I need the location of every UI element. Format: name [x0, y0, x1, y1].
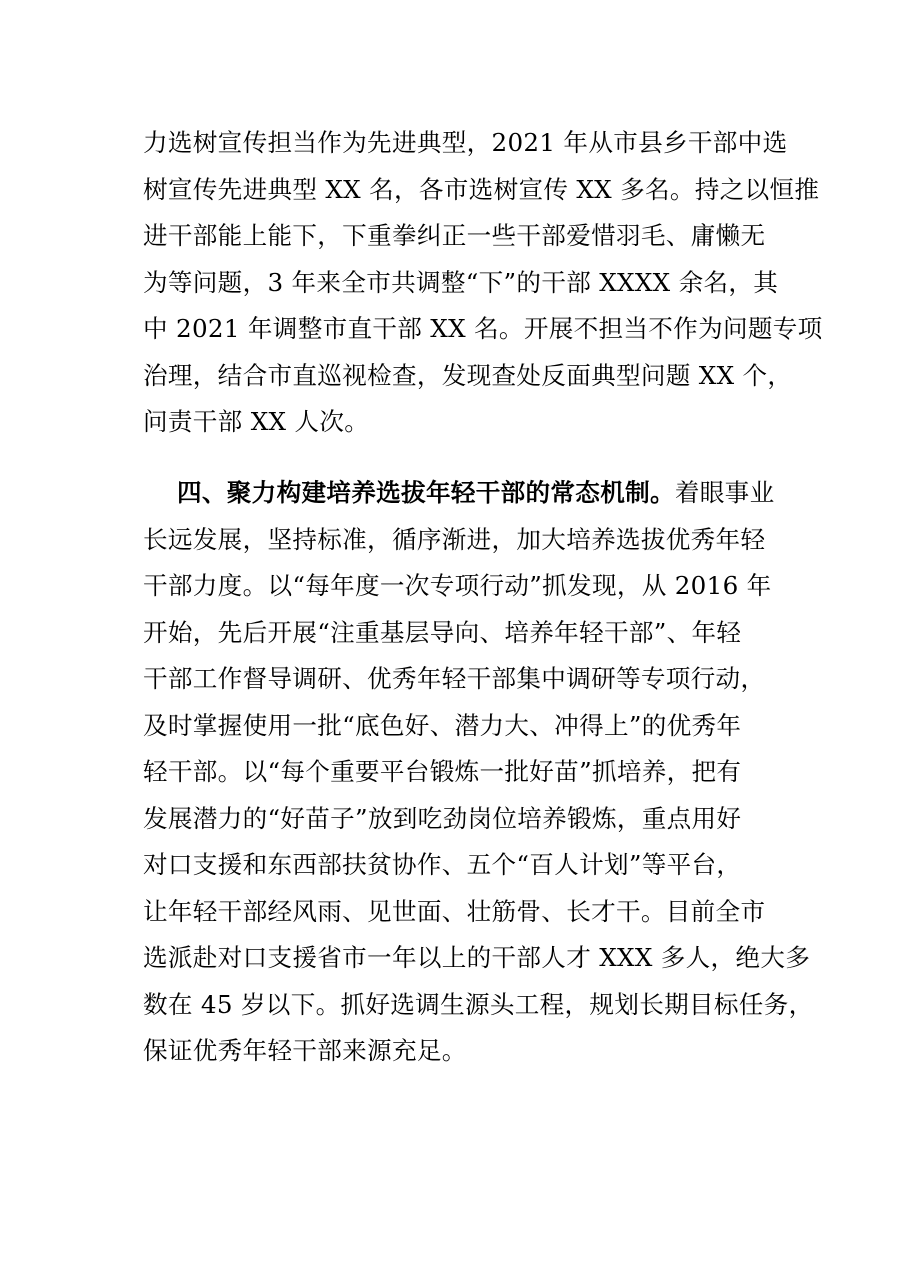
- paragraph-1-line: 治理，结合市直巡视检查，发现查处反面典型问题 XX 个，: [143, 360, 793, 390]
- section-heading-continuation: 着眼事业: [674, 478, 775, 507]
- paragraph-2-line: 及时掌握使用一批“底色好、潜力大、冲得上”的优秀年: [143, 710, 742, 740]
- paragraph-2-line: 对口支援和东西部扶贫协作、五个“百人计划”等平台，: [143, 850, 742, 879]
- paragraph-1-line: 中 2021 年调整市直干部 XX 名。开展不担当不作为问题专项: [143, 314, 823, 343]
- paragraph-1-line: 为等问题，3 年来全市共调整“下”的干部 XXXX 余名，其: [143, 267, 779, 297]
- paragraph-2-line: 发展潜力的“好苗子”放到吃劲岗位培养锻炼，重点用好: [143, 803, 742, 833]
- paragraph-2-first-line: [143, 470, 793, 517]
- paragraph-1-line: 问责干部 XX 人次。: [143, 407, 370, 436]
- paragraph-1-line: 进干部能上能下，下重拳纠正一些干部爱惜羽毛、庸懒无: [143, 221, 766, 250]
- paragraph-2-line: 让年轻干部经风雨、见世面、壮筋骨、长才干。目前全市: [143, 896, 766, 926]
- paragraph-2-line: 开始，先后开展“注重基层导向、培养年轻干部”、年轻: [143, 617, 742, 647]
- paragraph-1-line: 力选树宣传担当作为先进典型，2021 年从市县乡干部中选: [143, 128, 788, 157]
- paragraph-2-line: 干部力度。以“每年度一次专项行动”抓发现，从 2016 年: [143, 571, 772, 600]
- paragraph-1: [143, 120, 823, 446]
- paragraph-2-line: 数在 45 岁以下。抓好选调生源头工程，规划长期目标任务，: [143, 989, 814, 1019]
- paragraph-1-line: 树宣传先进典型 XX 名，各市选树宣传 XX 多名。持之以恒推: [143, 174, 820, 204]
- paragraph-2-line: 干部工作督导调研、优秀年轻干部集中调研等专项行动，: [143, 664, 766, 693]
- paragraph-2-line: 保证优秀年轻干部来源充足。: [143, 1036, 467, 1065]
- paragraph-2-line: 轻干部。以“每个重要平台锻炼一批好苗”抓培养，把有: [143, 757, 742, 786]
- paragraph-2-line: 选派赴对口支援省市一年以上的干部人才 XXX 多人，绝大多: [143, 943, 811, 972]
- paragraph-2-line: 长远发展，坚持标准，循序渐进，加大培养选拔优秀年轻: [143, 524, 766, 554]
- paragraph-2: [143, 470, 814, 1075]
- section-heading: 四、聚力构建培养选拔年轻干部的常态机制。: [177, 478, 675, 507]
